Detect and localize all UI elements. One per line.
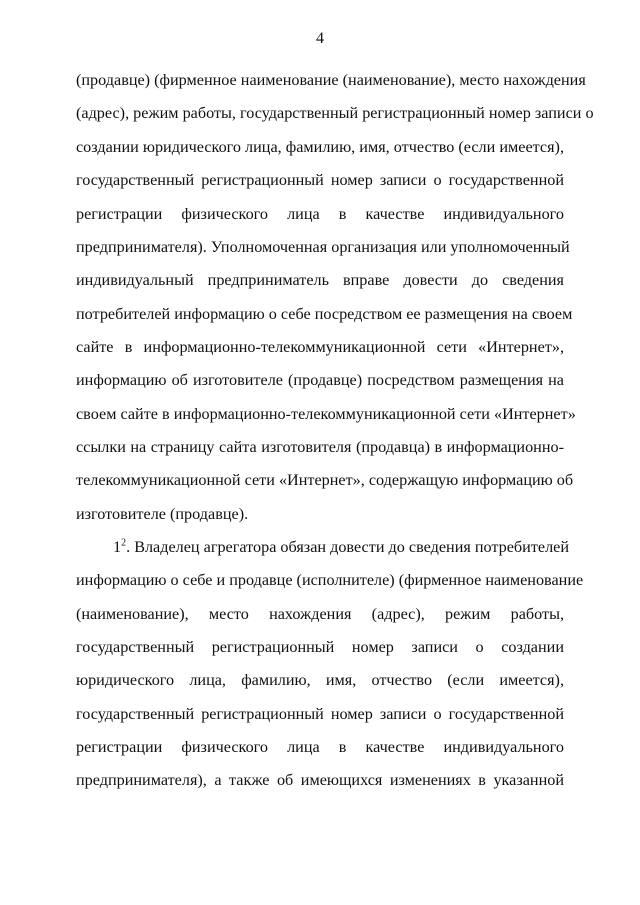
item-heading-line (113, 537, 570, 557)
item-heading-text: . Владелец агрегатора обязан довести до сведения потребителей (126, 538, 570, 556)
item-number: 1 (113, 538, 122, 556)
text-line: ссылки на страницу сайта изготовителя (продавца) в информационно- (76, 438, 564, 456)
text-line: регистрации физического лица в качестве индивидуального (76, 738, 564, 756)
text-line: телекоммуникационной сети «Интернет», содержащую информацию об (76, 471, 574, 489)
text-line: государственный регистрационный номер записи о государственной (76, 705, 564, 723)
text-line: государственный регистрационный номер записи о государственной (76, 171, 564, 189)
text-line: (продавце) (фирменное наименование (наименование), место нахождения (76, 71, 586, 89)
text-line: предпринимателя), а также об имеющихся изменениях в указанной (76, 771, 564, 789)
text-line: потребителей информацию о себе посредством ее размещения на своем (76, 305, 573, 323)
text-line: создании юридического лица, фамилию, имя, отчество (если имеется), (76, 138, 564, 156)
page-number: 4 (316, 30, 324, 47)
text-line: изготовителе (продавце). (76, 505, 249, 523)
text-line: регистрации физического лица в качестве индивидуального (76, 205, 564, 223)
text-line: информацию об изготовителе (продавце) посредством размещения на (76, 371, 564, 389)
text-line: юридического лица, фамилию, имя, отчество (если имеется), (76, 671, 564, 689)
text-line: государственный регистрационный номер записи о создании (76, 638, 564, 656)
text-line: предпринимателя). Уполномоченная организация или уполномоченный (76, 238, 570, 256)
text-line: (наименование), место нахождения (адрес), режим работы, (76, 605, 564, 623)
text-line: (адрес), режим работы, государственный регистрационный номер записи о (76, 104, 594, 122)
text-line: индивидуальный предприниматель вправе довести до сведения (76, 271, 564, 289)
text-line: сайте в информационно-телекоммуникационной сети «Интернет», (76, 338, 564, 356)
item-superscript: 2 (121, 537, 127, 549)
text-line: своем сайте в информационно-телекоммуникационной сети «Интернет» (76, 405, 576, 423)
text-line: информацию о себе и продавце (исполнителе) (фирменное наименование (76, 571, 584, 589)
